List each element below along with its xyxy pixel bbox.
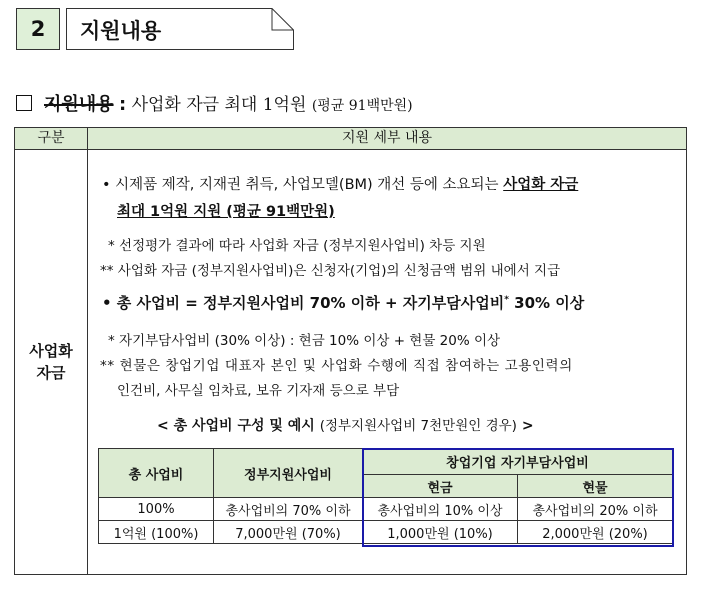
note-self-funding: * 자기부담사업비 (30% 이상) : 현금 10% 이상 + 현물 20% 이상 bbox=[108, 333, 501, 349]
header-category: 구분 bbox=[15, 128, 88, 149]
heading-note: (평균 91백만원) bbox=[311, 98, 413, 114]
cell: 100% bbox=[99, 498, 214, 521]
cell: 1억원 (100%) bbox=[99, 521, 214, 544]
heading-label: 지원내용 bbox=[44, 94, 114, 115]
heading-colon: : bbox=[118, 94, 127, 115]
bullet-funding-use: • 시제품 제작, 지재권 취득, 사업모델(BM) 개선 등에 소요되는 사업화 자금 bbox=[102, 177, 579, 193]
bullet-funding-max: 최대 1억원 지원 (평균 91백만원) bbox=[117, 204, 335, 220]
note-payment-range: ** 사업화 자금 (정부지원사업비)은 신청자(기업)의 신청금액 범위 내에서 지급 bbox=[100, 263, 561, 279]
content-heading bbox=[16, 90, 413, 116]
cell: 7,000만원 (70%) bbox=[214, 521, 363, 544]
checkbox-square-icon bbox=[16, 95, 32, 111]
col-inkind: 현물 bbox=[518, 475, 673, 498]
row-label-cell bbox=[15, 150, 88, 574]
table-header-row bbox=[15, 128, 686, 150]
col-self: 창업기업 자기부담사업비 bbox=[363, 449, 673, 475]
section-title: 지원내용 bbox=[80, 19, 162, 43]
table-row bbox=[99, 498, 673, 521]
table-row bbox=[99, 521, 673, 544]
header-details: 지원 세부 내용 bbox=[341, 130, 433, 146]
emphasis-funding: 사업화 자금 bbox=[503, 177, 579, 193]
note-in-kind-cont: 인건비, 사무실 임차료, 보유 기자재 등으로 부담 bbox=[117, 383, 400, 399]
cell: 1,000만원 (10%) bbox=[363, 521, 518, 544]
section-title-box bbox=[66, 8, 294, 50]
heading-text: 사업화 자금 최대 1억원 bbox=[131, 95, 307, 115]
cell: 총사업비의 20% 이하 bbox=[518, 498, 673, 521]
cost-example-table bbox=[98, 448, 673, 544]
col-gov: 정부지원사업비 bbox=[214, 449, 363, 498]
bullet-total-cost: • 총 사업비 = 정부지원사업비 70% 이하 + 자기부담사업비* 30% 이상 bbox=[102, 294, 585, 312]
cell: 2,000만원 (20%) bbox=[518, 521, 673, 544]
row-label: 사업화 자금 bbox=[29, 342, 73, 382]
note-differential: * 선정평가 결과에 따라 사업화 자금 (정부지원사업비) 차등 지원 bbox=[108, 238, 486, 254]
cell: 총사업비의 70% 이하 bbox=[214, 498, 363, 521]
example-title: < 총 사업비 구성 및 예시 (정부지원사업비 7천만원인 경우) > bbox=[157, 418, 534, 434]
col-cash: 현금 bbox=[363, 475, 518, 498]
cell: 총사업비의 10% 이상 bbox=[363, 498, 518, 521]
note-in-kind: ** 현물은 창업기업 대표자 본인 및 사업화 수행에 직접 참여하는 고용인력의 bbox=[100, 358, 573, 374]
col-total: 총 사업비 bbox=[99, 449, 214, 498]
section-number: 2 bbox=[16, 8, 60, 50]
